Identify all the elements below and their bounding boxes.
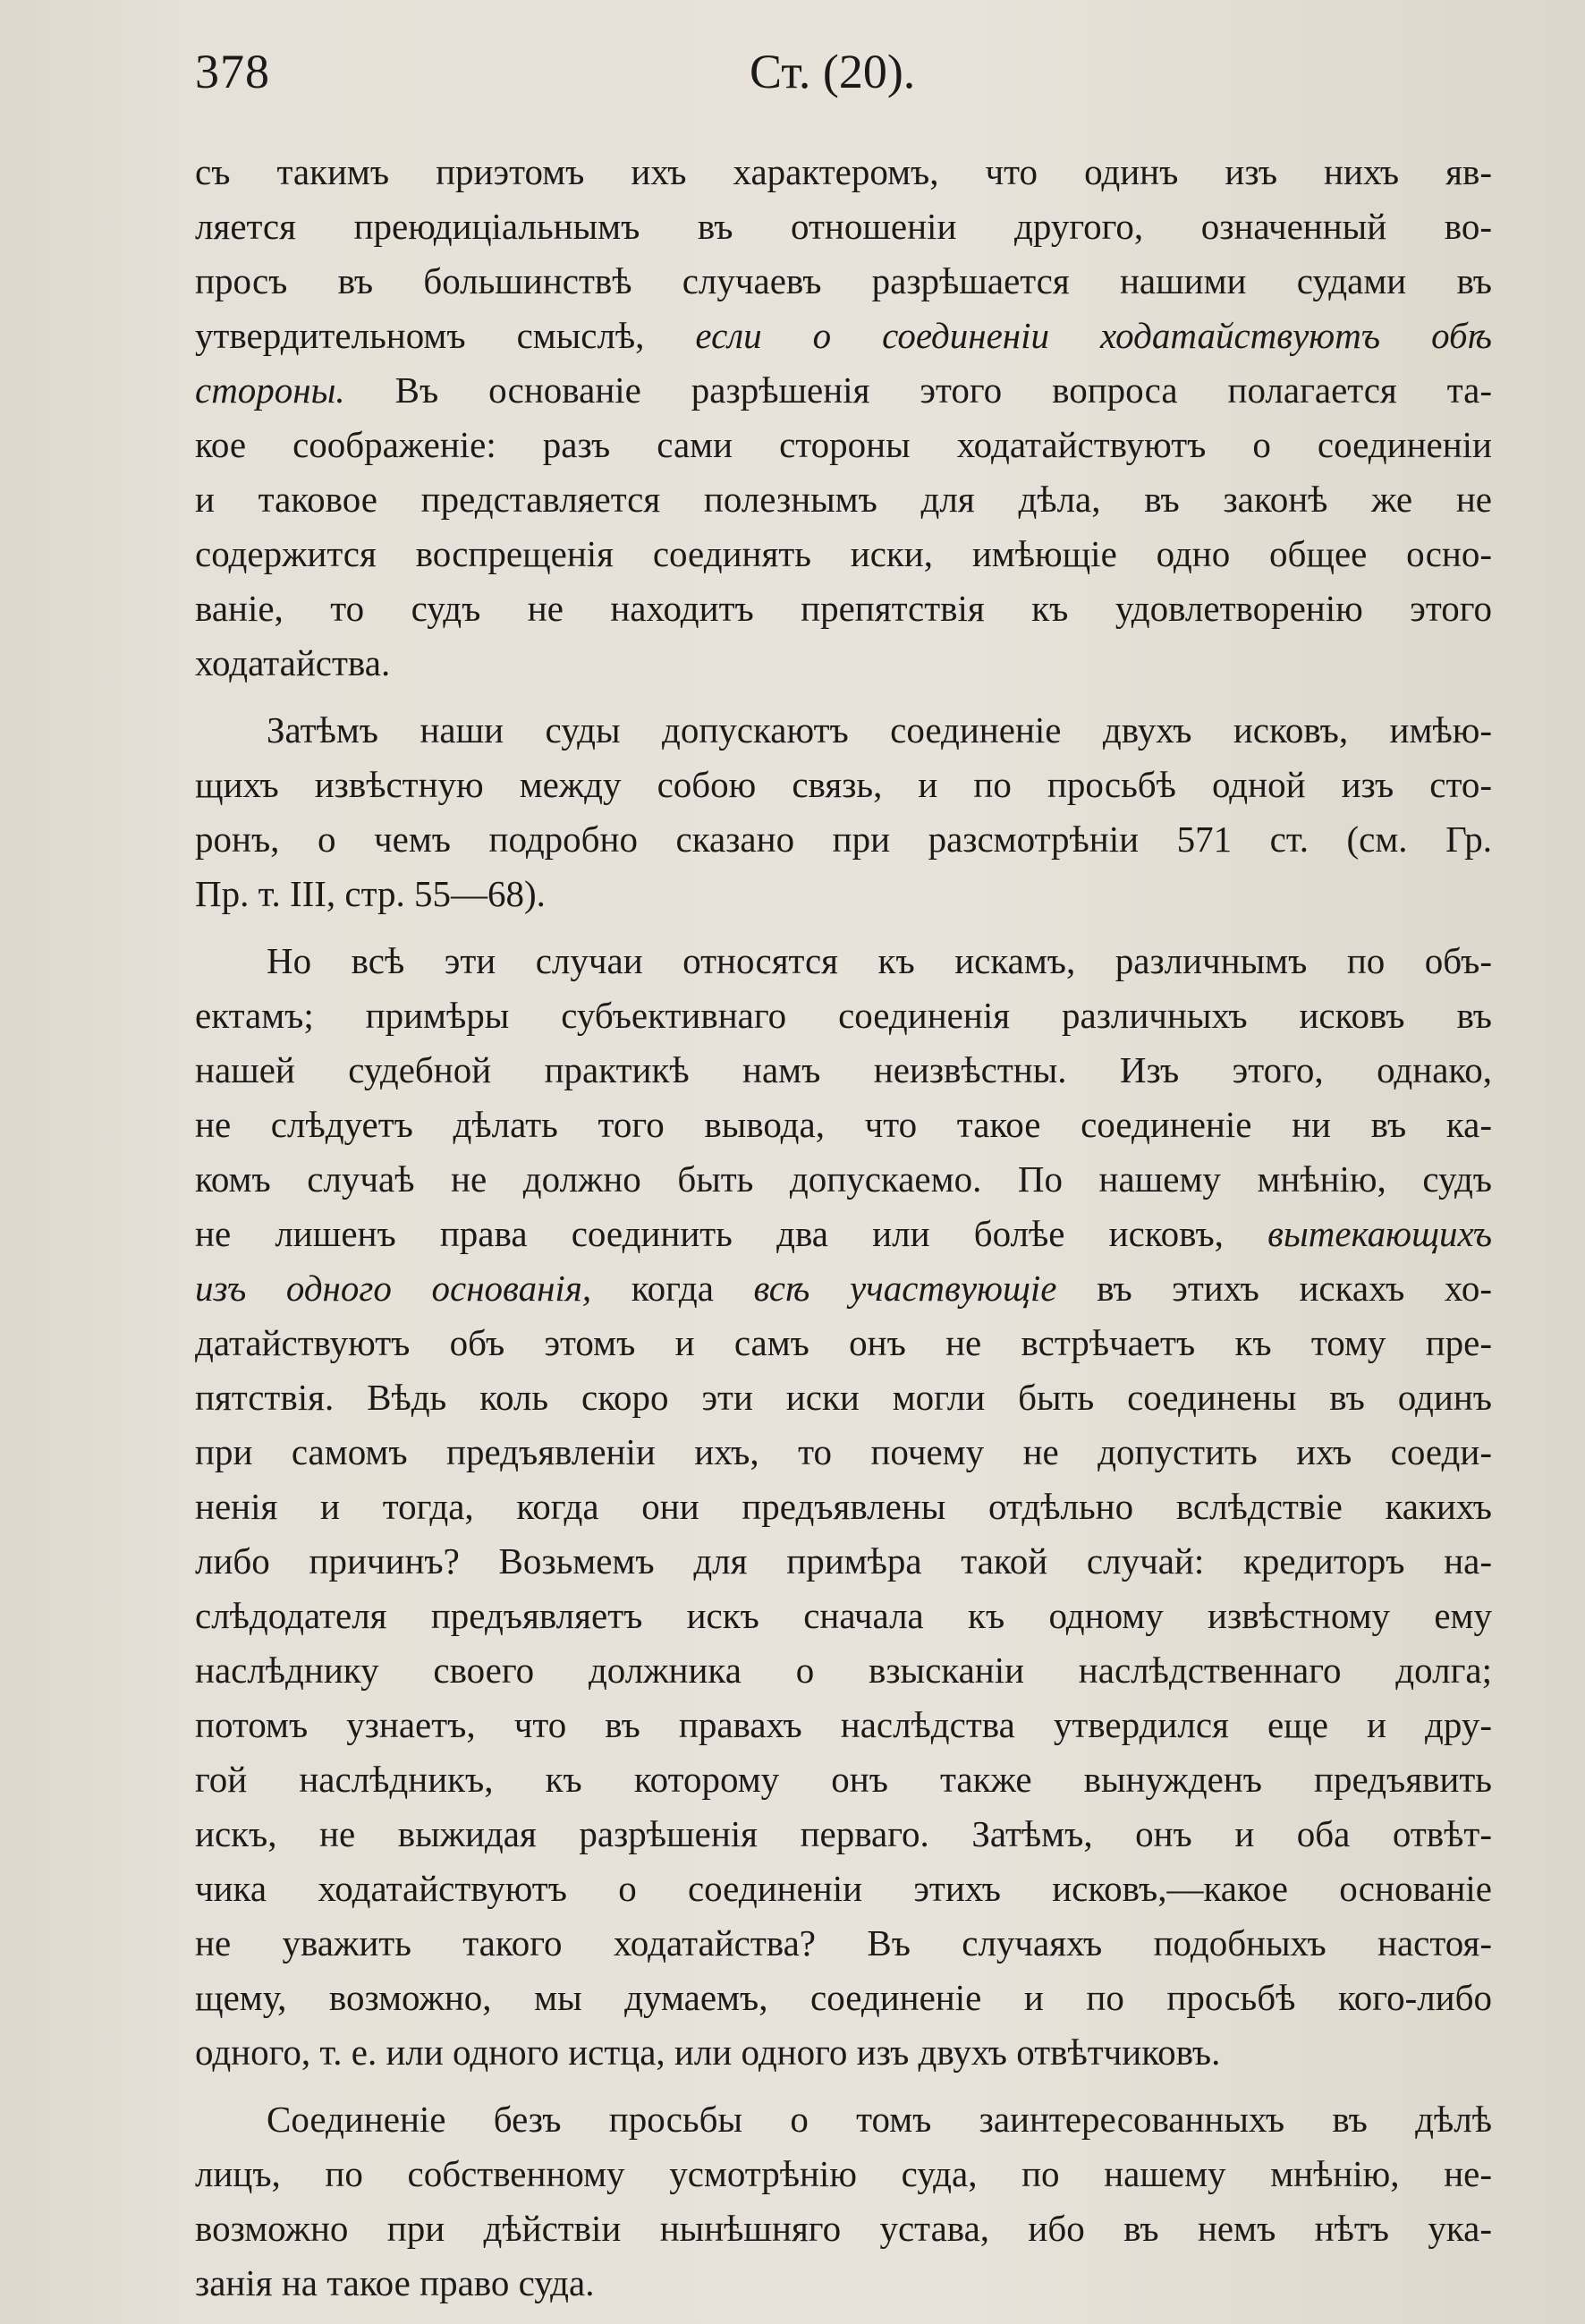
text-line: нашей судебной практикѣ намъ неизвѣстны. Изъ этого, однако, xyxy=(195,1049,1492,1090)
running-head: Ст. (20). xyxy=(750,45,916,98)
text-line: лицъ, по собственному усмотрѣнію суда, по нашему мнѣнію, не- xyxy=(195,2153,1492,2194)
text-line: слѣдодателя предъявляетъ искъ сначала къ одному извѣстному ему xyxy=(195,1595,1492,1636)
text-line: не уважить такого ходатайства? Въ случаяхъ подобныхъ настоя- xyxy=(195,1922,1492,1964)
text-line xyxy=(195,1261,1492,1316)
text-line xyxy=(195,363,1492,418)
italic-emphasis: изъ одного основанія, xyxy=(195,1268,592,1309)
text-line: щему, возможно, мы думаемъ, соединеніе и по просьбѣ кого-либо xyxy=(195,1977,1492,2018)
text-line: Пр. т. III, стр. 55—68). xyxy=(195,873,546,914)
text-line: ектамъ; примѣры субъективнаго соединенія различныхъ исковъ въ xyxy=(195,995,1492,1036)
text-run: Въ основаніе разрѣшенія этого вопроса полагается та- xyxy=(344,369,1492,411)
text-line: одного, т. е. или одного истца, или одного изъ двухъ отвѣтчиковъ. xyxy=(195,2031,1221,2073)
text-line: гой наслѣдникъ, къ которому онъ также вынужденъ предъявить xyxy=(195,1759,1492,1800)
text-line: ненія и тогда, когда они предъявлены отдѣльно вслѣдствіе какихъ xyxy=(195,1486,1492,1527)
italic-emphasis: вытекающихъ xyxy=(1267,1213,1492,1254)
text-line: датайствуютъ объ этомъ и самъ онъ не встрѣчаетъ къ тому пре- xyxy=(195,1322,1492,1363)
text-line: искъ, не выжидая разрѣшенія перваго. Затѣмъ, онъ и оба отвѣт- xyxy=(195,1813,1492,1854)
text-line: ронъ, о чемъ подробно сказано при разсмотрѣніи 571 ст. (см. Гр. xyxy=(195,818,1492,860)
text-run: не лишенъ права соединить два или болѣе исковъ, xyxy=(195,1213,1268,1254)
text-line: и таковое представляется полезнымъ для дѣла, въ законѣ же не xyxy=(195,479,1492,520)
text-line: чика ходатайствуютъ о соединеніи этихъ исковъ,—какое основаніе xyxy=(195,1868,1492,1909)
italic-emphasis: всѣ участвующіе xyxy=(753,1268,1057,1309)
text-line: кое соображеніе: разъ сами стороны ходатайствуютъ о соединеніи xyxy=(195,424,1492,465)
paragraph-2 xyxy=(195,703,1492,921)
text-line: занія на такое право суда. xyxy=(195,2262,595,2303)
text-line: просъ въ большинствѣ случаевъ разрѣшается нашими судами въ xyxy=(195,260,1492,301)
text-line: ходатайства. xyxy=(195,642,391,683)
page-header xyxy=(195,36,1501,107)
text-line: содержится воспрещенія соединять иски, имѣющіе одно общее осно- xyxy=(195,533,1492,574)
text-line: наслѣднику своего должника о взысканіи наслѣдственнаго долга; xyxy=(195,1650,1492,1691)
text-line: либо причинъ? Возьмемъ для примѣра такой случай: кредиторъ на- xyxy=(195,1540,1492,1582)
body-text xyxy=(195,145,1492,2311)
text-line: возможно при дѣйствіи нынѣшняго устава, ибо въ немъ нѣтъ ука- xyxy=(195,2208,1492,2249)
text-line: пятствія. Вѣдь коль скоро эти иски могли быть соединены въ одинъ xyxy=(195,1377,1492,1418)
paragraph-4 xyxy=(195,2092,1492,2311)
text-line: при самомъ предъявленіи ихъ, то почему не допустить ихъ соеди- xyxy=(195,1431,1492,1472)
text-line: ляется преюдиціальнымъ въ отношеніи другого, означенный во- xyxy=(195,206,1492,247)
page-number: 378 xyxy=(195,45,270,98)
text-run: когда xyxy=(591,1268,754,1309)
italic-emphasis: если о соединеніи ходатайствуютъ обѣ xyxy=(695,315,1492,356)
text-run: въ этихъ искахъ хо- xyxy=(1056,1268,1492,1309)
text-line: щихъ извѣстную между собою связь, и по просьбѣ одной изъ сто- xyxy=(195,764,1492,805)
text-line: Соединеніе безъ просьбы о томъ заинтересованныхъ въ дѣлѣ xyxy=(267,2099,1492,2140)
paragraph-3 xyxy=(195,934,1492,2080)
text-run: утвердительномъ смыслѣ, xyxy=(195,315,696,356)
italic-emphasis: стороны. xyxy=(195,369,345,411)
text-line: не слѣдуетъ дѣлать того вывода, что такое соединеніе ни въ ка- xyxy=(195,1104,1492,1145)
text-line: комъ случаѣ не должно быть допускаемо. По нашему мнѣнію, судъ xyxy=(195,1158,1492,1200)
text-line: Но всѣ эти случаи относятся къ искамъ, различнымъ по объ- xyxy=(267,940,1492,981)
text-line: Затѣмъ наши суды допускаютъ соединеніе двухъ исковъ, имѣю- xyxy=(267,709,1492,751)
text-line: съ такимъ приэтомъ ихъ характеромъ, что одинъ изъ нихъ яв- xyxy=(195,151,1492,192)
text-line: ваніе, то судъ не находитъ препятствія къ удовлетворенію этого xyxy=(195,588,1492,629)
text-line xyxy=(195,309,1492,363)
text-line: потомъ узнаетъ, что въ правахъ наслѣдства утвердился еще и дру- xyxy=(195,1704,1492,1745)
paragraph-1 xyxy=(195,145,1492,691)
text-line xyxy=(195,1207,1492,1261)
